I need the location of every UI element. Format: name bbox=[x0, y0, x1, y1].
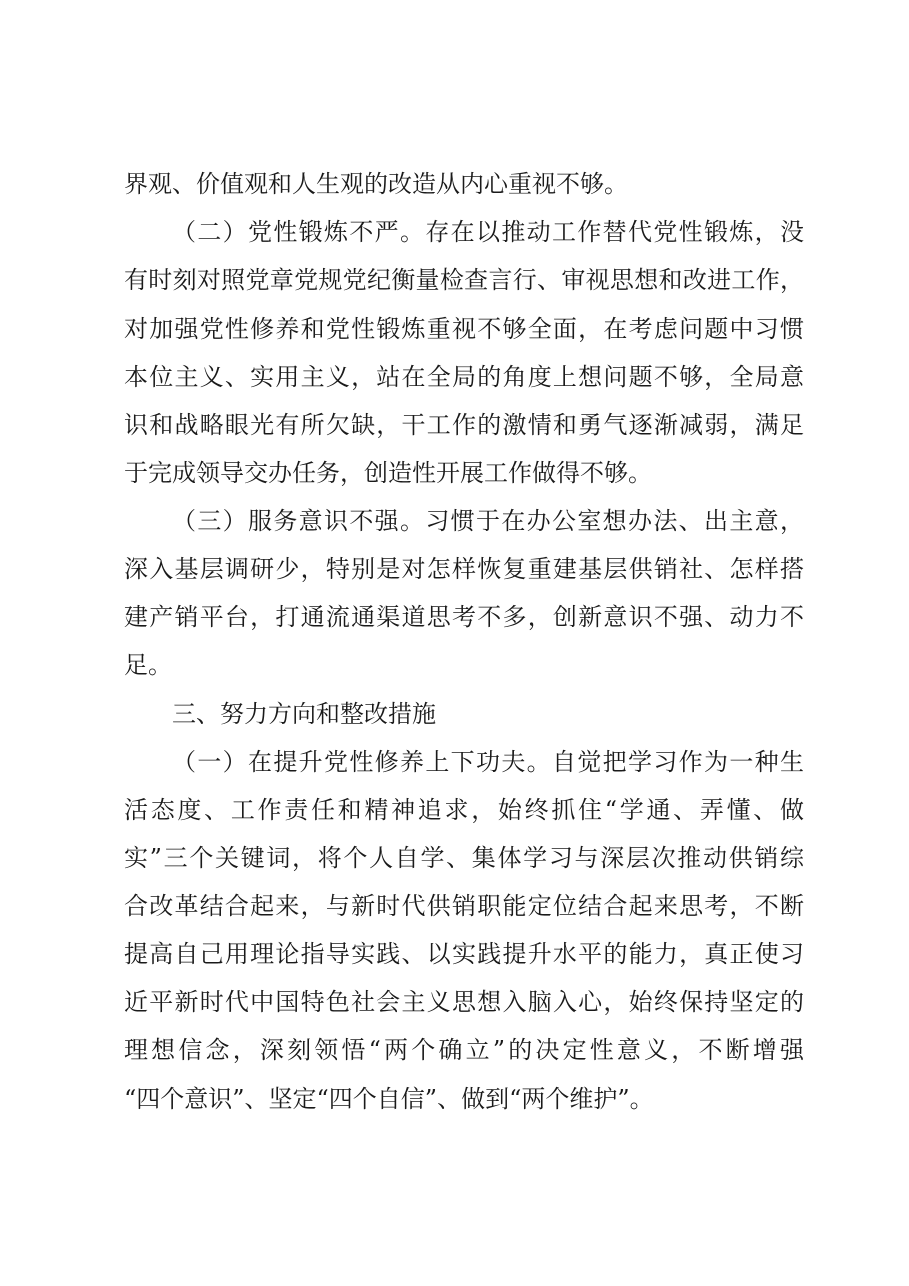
text-line: 理想信念，深刻领悟“两个确立”的决定性意义，不断增强 bbox=[124, 1036, 804, 1064]
text-line: 足。 bbox=[124, 651, 172, 679]
text-line: （一）在提升党性修养上下功夫。自觉把学习作为一种生 bbox=[172, 748, 804, 776]
text-line: 提高自己用理论指导实践、以实践提升水平的能力，真正使习 bbox=[124, 940, 804, 968]
text-line: 建产销平台，打通流通渠道思考不多，创新意识不强、动力不 bbox=[124, 603, 804, 631]
text-line: 有时刻对照党章党规党纪衡量检查言行、审视思想和改进工作， bbox=[124, 266, 804, 294]
text-line: 本位主义、实用主义，站在全局的角度上想问题不够，全局意 bbox=[124, 363, 804, 391]
text-line: 实”三个关键词，将个人自学、集体学习与深层次推动供销综 bbox=[124, 844, 804, 872]
text-line: 深入基层调研少，特别是对怎样恢复重建基层供销社、怎样搭 bbox=[124, 555, 804, 583]
text-line: 对加强党性修养和党性锻炼重视不够全面，在考虑问题中习惯 bbox=[124, 315, 804, 343]
text-line: （三）服务意识不强。习惯于在办公室想办法、出主意， bbox=[172, 507, 804, 535]
text-line: 活态度、工作责任和精神追求，始终抓住“学通、弄懂、做 bbox=[124, 796, 804, 824]
text-line: 识和战略眼光有所欠缺，干工作的激情和勇气逐渐减弱，满足 bbox=[124, 411, 804, 439]
text-line: 近平新时代中国特色社会主义思想入脑入心，始终保持坚定的 bbox=[124, 988, 804, 1016]
section-heading: 三、努力方向和整改措施 bbox=[172, 700, 436, 728]
text-line: 于完成领导交办任务，创造性开展工作做得不够。 bbox=[124, 459, 652, 487]
text-line: 合改革结合起来，与新时代供销职能定位结合起来思考，不断 bbox=[124, 892, 804, 920]
text-line: 界观、价值观和人生观的改造从内心重视不够。 bbox=[124, 170, 628, 198]
text-line: “四个意识”、坚定“四个自信”、做到“两个维护”。 bbox=[124, 1085, 654, 1113]
text-line: （二）党性锻炼不严。存在以推动工作替代党性锻炼，没 bbox=[172, 218, 804, 246]
